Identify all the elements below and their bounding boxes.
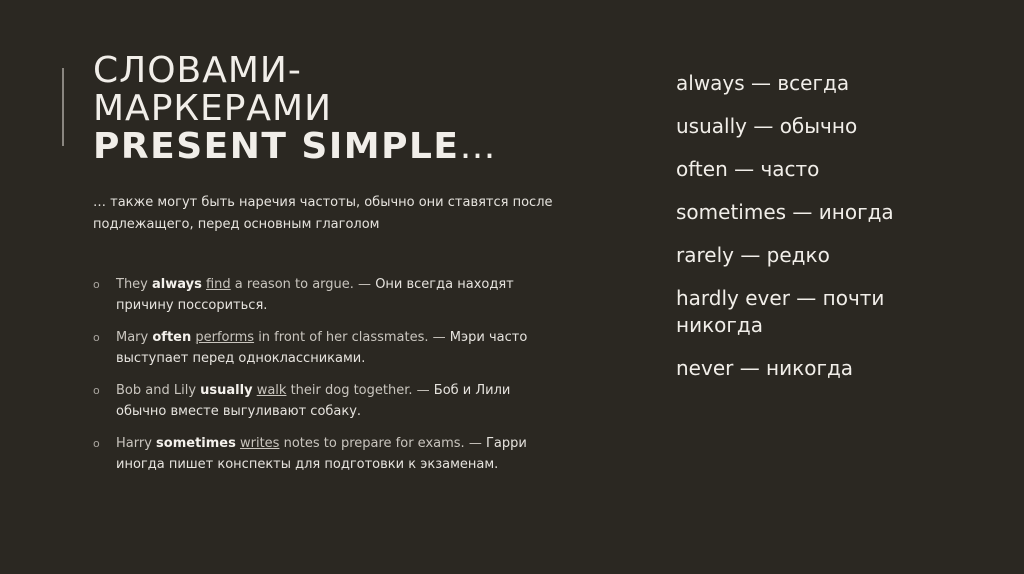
title-line-2: МАРКЕРАМИ [93, 88, 333, 129]
vocab-item-usually: usually — обычно [676, 114, 858, 138]
example-adverb: sometimes [156, 436, 236, 451]
example-en-pre: Mary [116, 330, 153, 345]
example-en-pre: They [116, 277, 153, 292]
example-en-post: their dog together. — [286, 383, 434, 398]
title-ellipsis: … [459, 126, 497, 167]
vocab-item-sometimes: sometimes — иногда [676, 200, 894, 224]
vocab-item-often: often — часто [676, 157, 820, 181]
vocab-item-hardly-ever: hardly ever — почти никогда [676, 286, 885, 337]
example-en-pre: Bob and Lily [116, 383, 201, 398]
example-item [93, 433, 563, 475]
bullet-icon: o [93, 437, 100, 450]
example-adverb: always [152, 277, 202, 292]
vocab-item-always: always — всегда [676, 71, 850, 95]
example-verb: performs [195, 330, 255, 345]
example-ru: Гарри иногда пишет конспекты для подготовки к экзаменам. [116, 436, 527, 472]
example-ru: Боб и Лили обычно вместе выгуливают собаку. [116, 383, 511, 419]
example-item [93, 327, 563, 369]
title-line-1: СЛОВАМИ- [93, 50, 302, 91]
vocab-item-rarely: rarely — редко [676, 243, 830, 267]
vocab-item-never: never — никогда [676, 356, 854, 380]
title-accent-bar [62, 68, 64, 146]
example-verb: writes [239, 436, 280, 451]
vocabulary-list [676, 70, 936, 398]
example-list [93, 274, 563, 486]
example-ru: Мэри часто выступает перед одноклассниками. [116, 330, 528, 366]
slide-title [93, 52, 497, 166]
example-en-pre: Harry [116, 436, 157, 451]
example-item [93, 274, 563, 316]
bullet-icon: o [93, 384, 100, 397]
example-en-post: notes to prepare for exams. — [279, 436, 486, 451]
slide-subtitle: … также могут быть наречия частоты, обычно они ставятся после подлежащего, перед основным глаголом [93, 195, 553, 232]
example-en-post: a reason to argue. — [230, 277, 376, 292]
example-verb: walk [256, 383, 287, 398]
bullet-icon: o [93, 278, 100, 291]
example-item [93, 380, 563, 422]
title-line-3 [93, 128, 497, 166]
bullet-icon: o [93, 331, 100, 344]
example-verb: find [205, 277, 231, 292]
example-adverb: usually [200, 383, 253, 398]
title-tense-name: PRESENT SIMPLE [93, 126, 460, 167]
example-en-post: in front of her classmates. — [254, 330, 450, 345]
example-adverb: often [152, 330, 192, 345]
example-ru: Они всегда находят причину поссориться. [116, 277, 514, 313]
